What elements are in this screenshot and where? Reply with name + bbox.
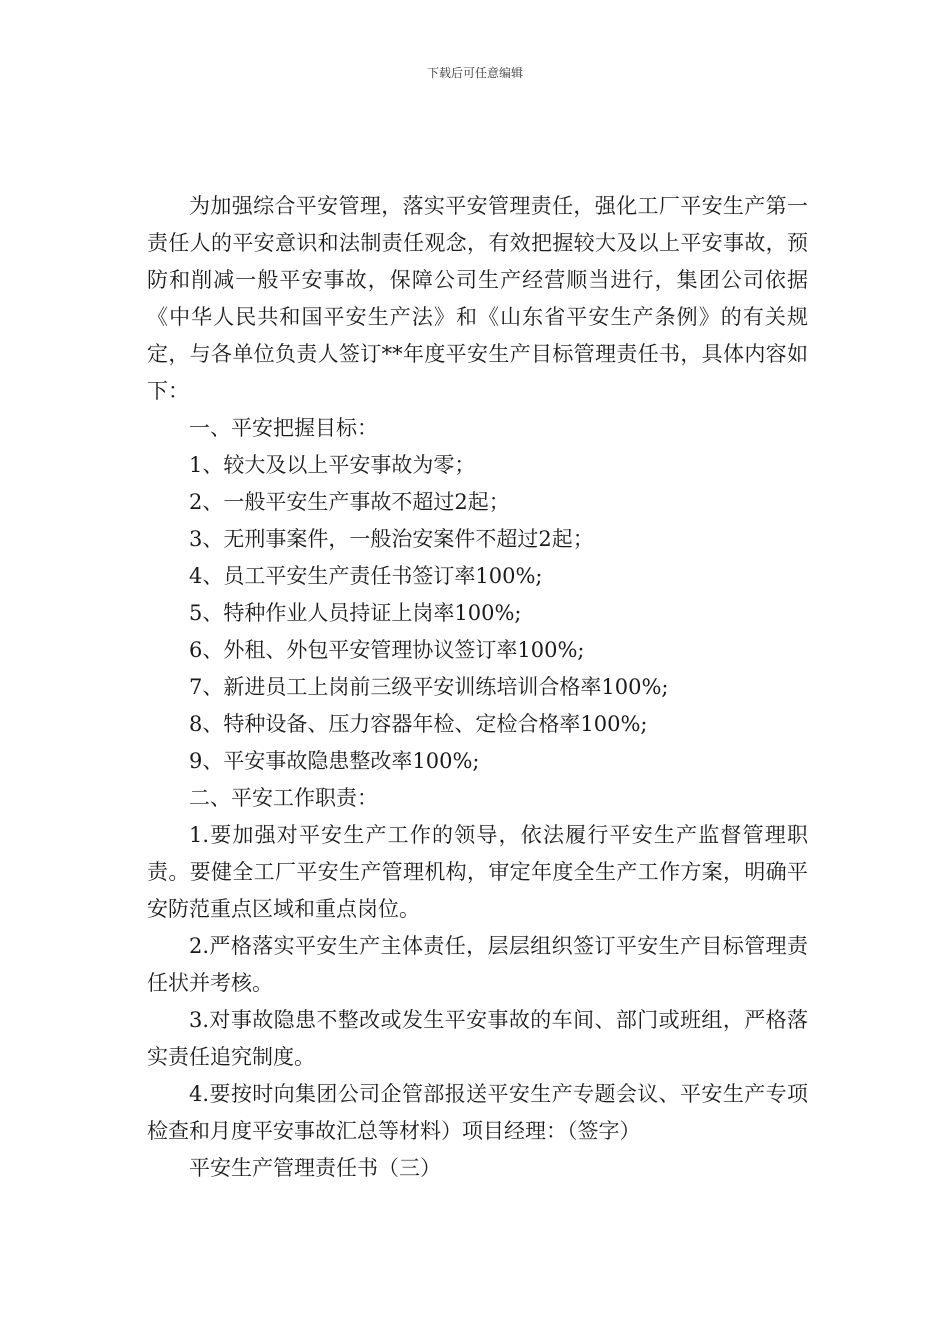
target-item: 6、外租、外包平安管理协议签订率100%; [189, 638, 585, 662]
duty-paragraph: 3.对事故隐患不整改或发生平安事故的车间、部门或班组，严格落实责任追究制度。 [147, 1008, 808, 1069]
target-item: 3、无刑事案件，一般治安案件不超过2起； [189, 527, 594, 551]
next-document-title: 平安生产管理责任书（三） [189, 1156, 441, 1180]
section-heading-targets: 一、平安把握目标： [189, 416, 378, 440]
target-item: 5、特种作业人员持证上岗率100%; [189, 601, 522, 625]
section-heading-duties: 二、平安工作职责： [189, 786, 378, 810]
target-item: 1、较大及以上平安事故为零； [189, 453, 476, 477]
intro-paragraph: 为加强综合平安管理，落实平安管理责任，强化工厂平安生产第一责任人的平安意识和法制责任观念，有效把握较大及以上平安事故，预防和削减一般平安事故，保障公司生产经营顺当进行，集团公司依据《中华人民共和国平安生产法》和《山东省平安生产条例》的有关规定，与各单位负责人签订**年度平安生产目标管理责任书，具体内容如下： [147, 194, 808, 403]
page-header-note: 下载后可任意编辑 [426, 66, 523, 80]
target-item: 2、一般平安生产事故不超过2起； [189, 490, 510, 514]
duty-paragraph: 4.要按时向集团公司企管部报送平安生产专题会议、平安生产专项检查和月度平安事故汇总等材料）项目经理：（签字） [147, 1082, 808, 1143]
duty-paragraph: 1.要加强对平安生产工作的领导，依法履行平安生产监督管理职责。要健全工厂平安生产管理机构，审定年度全生产工作方案，明确平安防范重点区域和重点岗位。 [147, 823, 808, 921]
target-item: 9、平安事故隐患整改率100%; [189, 749, 480, 773]
target-item: 8、特种设备、压力容器年检、定检合格率100%; [189, 712, 648, 736]
target-item: 7、新进员工上岗前三级平安训练培训合格率100%; [189, 675, 669, 699]
duty-paragraph: 2.严格落实平安生产主体责任，层层组织签订平安生产目标管理责任状并考核。 [147, 934, 808, 995]
document-body [147, 188, 808, 1187]
target-item: 4、员工平安生产责任书签订率100%; [189, 564, 543, 588]
